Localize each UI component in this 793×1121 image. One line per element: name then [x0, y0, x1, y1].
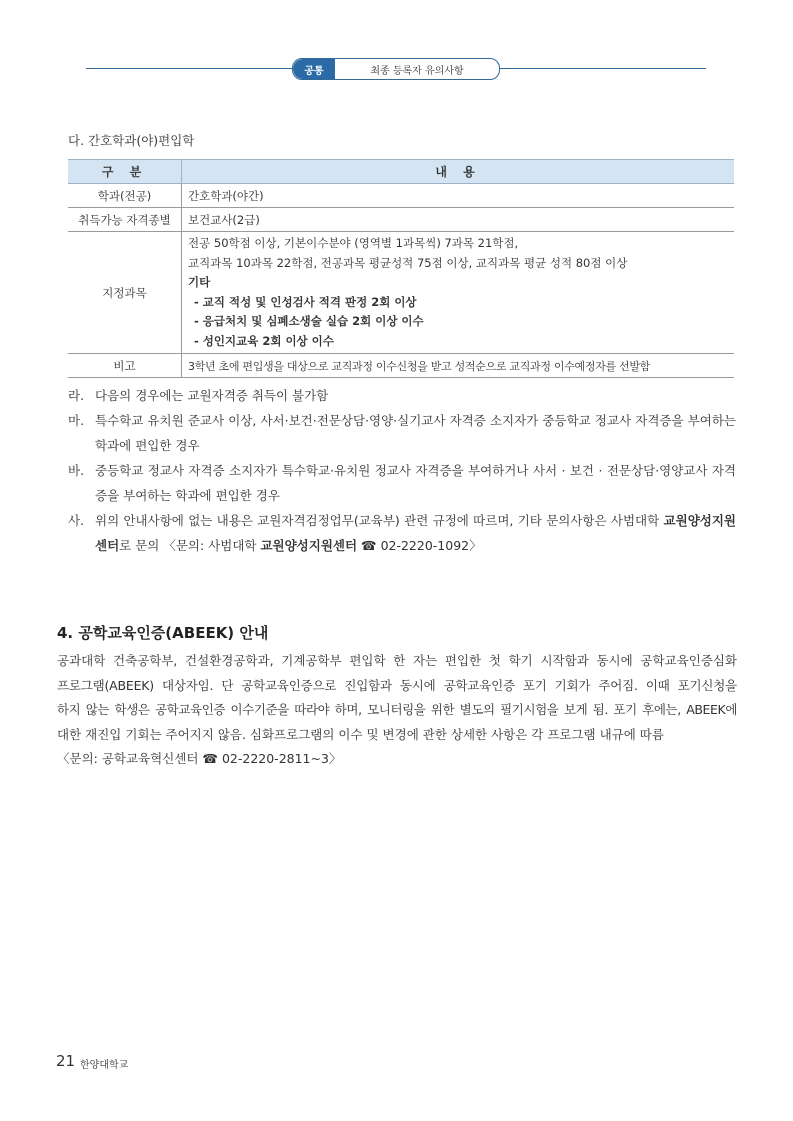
row-label-courses: 지정과목	[68, 232, 182, 354]
center-name: 교원양성지원센터	[260, 538, 358, 553]
note-marker: 바.	[68, 463, 85, 478]
body-line: 프로그램(ABEEK) 대상자임. 단 공학교육인증으로 진입함과 동시에 공학교육인증 포기 기회가 주어짐. 이때 포기신청을	[57, 677, 737, 693]
row-value-courses	[182, 232, 735, 354]
note-marker: 사.	[68, 513, 85, 528]
list-item	[68, 408, 736, 458]
list-item	[68, 458, 736, 508]
course-other-heading: 기타	[188, 275, 211, 289]
body-line: 하지 않는 학생은 공학교육인증 이수기준을 따라야 하며, 모니터링을 위한 별도의 필기시험을 보게 됨. 포기 후에는, ABEEK에	[57, 702, 737, 717]
row-label-remark: 비고	[68, 354, 182, 378]
body-line: 대한 재진입 기회는 주어지지 않음. 심화프로그램의 이수 및 변경에 관한 상세한 사항은 각 프로그램 내규에 따름	[57, 726, 664, 742]
header-badge	[292, 58, 500, 80]
note-text: 특수학교 유치원 준교사 이상, 사서·보건·전문상담·영양·실기교사 자격증 소지자가 중등학교 정교사 자격증을 부여하는 학과에 편입한 경우	[95, 413, 736, 453]
table-header-row	[68, 160, 734, 184]
table-row	[68, 208, 734, 232]
section-4-title: 4. 공학교육인증(ABEEK) 안내	[57, 624, 269, 642]
note-text-part: 로 문의 〈문의: 사범대학	[119, 538, 261, 553]
row-value-dept: 간호학과(야간)	[182, 184, 735, 208]
table-row	[68, 354, 734, 378]
table-header-category: 구 분	[68, 160, 182, 184]
header-tag: 공통	[293, 59, 335, 79]
notes-list	[68, 383, 736, 558]
nursing-transfer-table	[68, 159, 734, 378]
contact-line: 〈문의: 공학교육혁신센터 ☎ 02-2220-2811~3〉	[57, 751, 342, 766]
course-other-item: - 성인지교육 2회 이상 이수	[194, 333, 334, 348]
table-row	[68, 232, 734, 354]
row-label-cert: 취득가능 자격종별	[68, 208, 182, 232]
course-line: 전공 50학점 이상, 기본이수분야 (영역별 1과목씩) 7과목 21학점,	[188, 236, 519, 250]
course-other-item: - 교직 적성 및 인성검사 적격 판정 2회 이상	[194, 294, 417, 309]
note-marker: 마.	[68, 413, 85, 428]
footer-university: 한양대학교	[80, 1060, 129, 1071]
course-line: 교직과목 10과목 22학점, 전공과목 평균성적 75점 이상, 교직과목 평균 성적 80점 이상	[188, 255, 628, 270]
section-4-body	[57, 649, 737, 772]
list-item	[68, 508, 736, 558]
note-text: 다음의 경우에는 교원자격증 취득이 불가함	[95, 388, 329, 403]
note-text-part: 위의 안내사항에 없는 내용은 교원자격검정업무(교육부) 관련 규정에 따르며, 기타 문의사항은 사범대학	[95, 513, 664, 528]
row-value-cert: 보건교사(2급)	[182, 208, 735, 232]
table-row	[68, 184, 734, 208]
note-text	[95, 508, 736, 558]
course-other-item: - 응급처치 및 심폐소생술 실습 2회 이상 이수	[194, 314, 424, 328]
row-label-dept: 학과(전공)	[68, 184, 182, 208]
contact-phone: ☎ 02-2220-1092〉	[357, 538, 482, 553]
table-header-content: 내 용	[182, 160, 735, 184]
body-line: 공과대학 건축공학부, 건설환경공학과, 기계공학부 편입학 한 자는 편입한 첫 학기 시작함과 동시에 공학교육인증심화	[57, 653, 737, 668]
center-name: 교원양성지원센터	[95, 513, 736, 553]
section-heading-da: 다. 간호학과(야)편입학	[68, 133, 195, 148]
note-marker: 라.	[68, 388, 85, 403]
list-item	[68, 383, 736, 408]
note-text: 중등학교 정교사 자격증 소지자가 특수학교·유치원 정교사 자격증을 부여하거나 사서 · 보건 · 전문상담·영양교사 자격증을 부여하는 학과에 편입한 경우	[95, 463, 736, 503]
row-value-remark: 3학년 초에 편입생을 대상으로 교직과정 이수신청을 받고 성적순으로 교직과정 이수예정자를 선발함	[182, 354, 735, 378]
page-number: 21	[56, 1052, 76, 1070]
header-title: 최종 등록자 유의사항	[370, 65, 464, 77]
